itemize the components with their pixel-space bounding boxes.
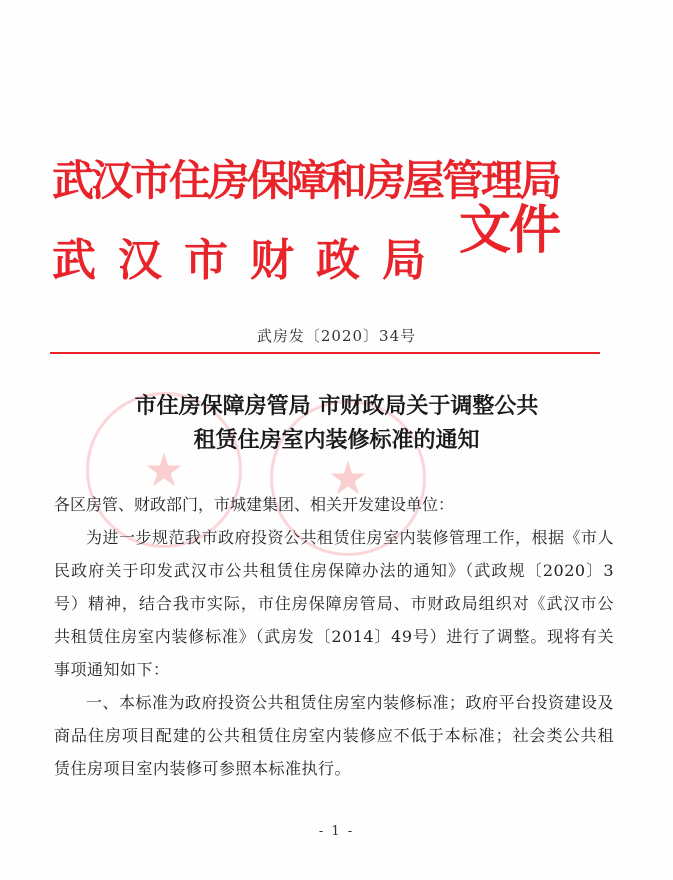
page-number: - 1 - [318, 824, 355, 839]
issuer-name-finance-bureau: 武汉市财政局 [52, 235, 448, 286]
issuer-name-housing-bureau: 武汉市住房保障和房屋管理局 [52, 156, 560, 205]
title-line-1: 市住房保障房管局 市财政局关于调整公共 [134, 394, 539, 419]
seal-star-icon: ★ [327, 451, 369, 505]
body-paragraph-1: 为进一步规范我市政府投资公共租赁住房室内装修管理工作，根据《市人民政府关于印发武汉市公共租赁住房保障办法的通知》（武政规〔2020〕3号）精神，结合我市实际，市住房保障房管局、市财政局组织对《武汉市公共租赁住房室内装修标准》（武房发〔2014〕49号）进行了调整。现将有关事项通知如下： [54, 528, 615, 679]
document-number: 武房发〔2020〕34号 [256, 327, 417, 345]
document-suffix: 文件 [459, 201, 560, 261]
document-title [0, 390, 673, 458]
salutation: 各区房管、财政部门，市城建集团、相关开发建设单位： [54, 495, 455, 514]
title-line-2: 租赁住房室内装修标准的通知 [193, 428, 480, 453]
seal-star-icon: ★ [143, 443, 185, 497]
document-body [54, 488, 614, 785]
header-divider [50, 352, 600, 354]
body-paragraph-2: 一、本标准为政府投资公共租赁住房室内装修标准；政府平台投资建设及商品住房项目配建的公共租赁住房室内装修应不低于本标准；社会类公共租赁住房项目室内装修可参照本标准执行。 [54, 693, 615, 778]
